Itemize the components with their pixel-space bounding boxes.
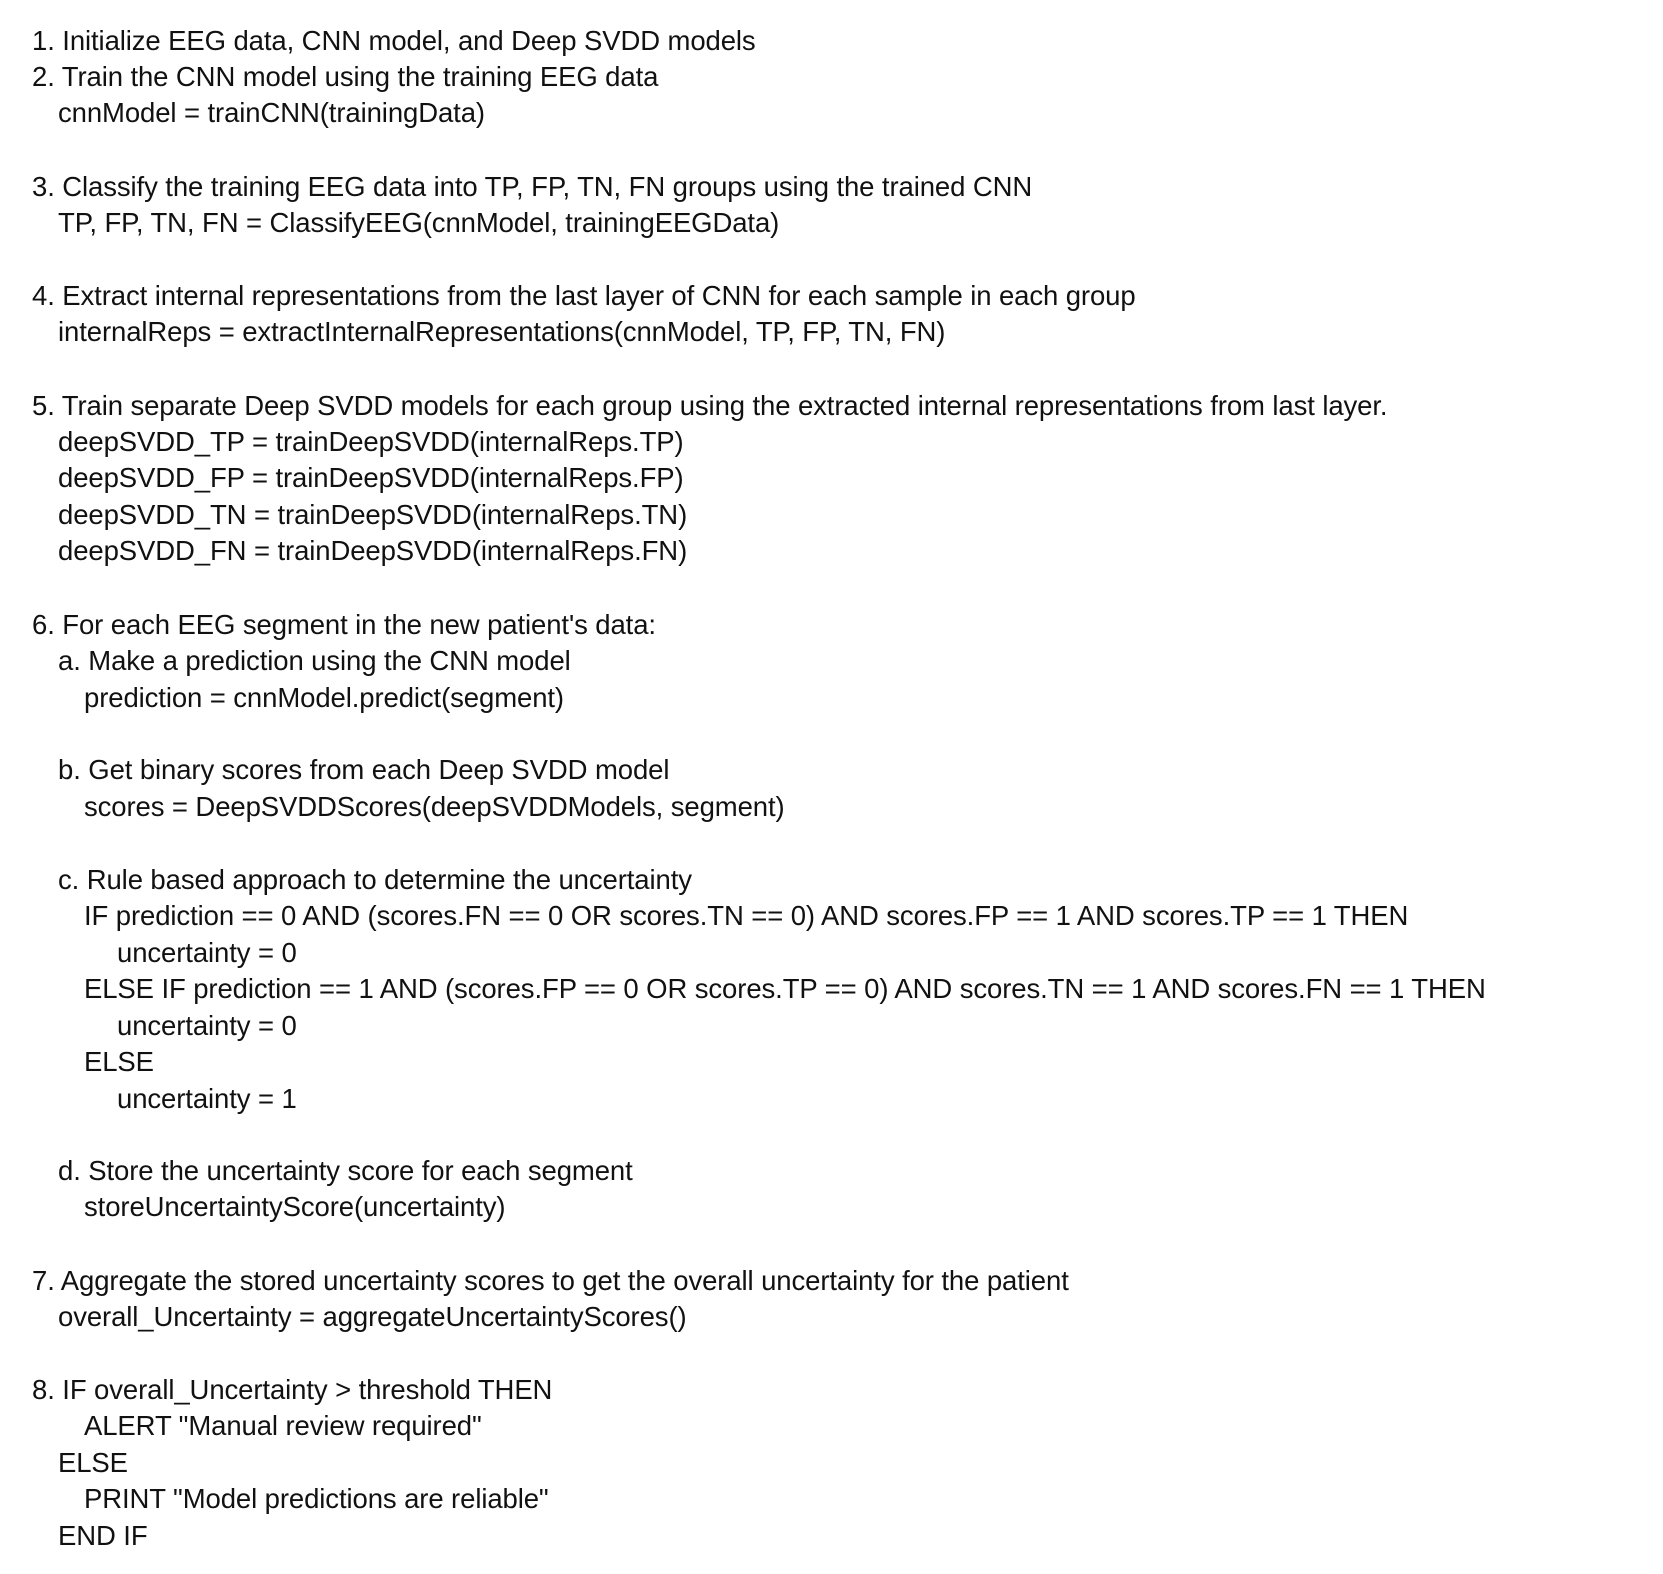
code-line: uncertainty = 0 [117, 1010, 297, 1041]
code-line: deepSVDD_FN = trainDeepSVDD(internalReps.FN) [58, 535, 688, 566]
code-line: internalReps = extractInternalRepresentations(cnnModel, TP, FP, TN, FN) [58, 316, 946, 347]
code-line: uncertainty = 1 [117, 1083, 297, 1114]
step-3-heading: 3. Classify the training EEG data into TP, FP, TN, FN groups using the trained CNN [32, 171, 1033, 202]
substep-b-heading: b. Get binary scores from each Deep SVDD model [58, 754, 670, 785]
code-line: deepSVDD_TP = trainDeepSVDD(internalReps.TP) [58, 426, 684, 457]
code-line: ELSE [58, 1447, 128, 1478]
step-1-heading: 1. Initialize EEG data, CNN model, and Deep SVDD models [32, 25, 756, 56]
code-line: ELSE [84, 1046, 154, 1077]
code-line: cnnModel = trainCNN(trainingData) [58, 97, 485, 128]
code-line: uncertainty = 0 [117, 937, 297, 968]
step-8-heading: 8. IF overall_Uncertainty > threshold THEN [32, 1374, 553, 1405]
code-line: ALERT "Manual review required" [84, 1410, 482, 1441]
code-line: deepSVDD_FP = trainDeepSVDD(internalReps.FP) [58, 462, 684, 493]
substep-d-heading: d. Store the uncertainty score for each segment [58, 1155, 633, 1186]
code-line: overall_Uncertainty = aggregateUncertaintyScores() [58, 1301, 687, 1332]
code-line: PRINT "Model predictions are reliable" [84, 1483, 549, 1514]
code-line: END IF [58, 1520, 148, 1551]
code-line: deepSVDD_TN = trainDeepSVDD(internalReps.TN) [58, 499, 688, 530]
code-line: IF prediction == 0 AND (scores.FN == 0 OR scores.TN == 0) AND scores.FP == 1 AND scores.TP == 1 THEN [84, 900, 1409, 931]
step-6-heading: 6. For each EEG segment in the new patient's data: [32, 609, 656, 640]
code-line: prediction = cnnModel.predict(segment) [84, 682, 564, 713]
code-line: storeUncertaintyScore(uncertainty) [84, 1191, 506, 1222]
step-5-heading: 5. Train separate Deep SVDD models for each group using the extracted internal representations from last layer. [32, 390, 1388, 421]
substep-a-heading: a. Make a prediction using the CNN model [58, 645, 571, 676]
substep-c-heading: c. Rule based approach to determine the uncertainty [58, 864, 692, 895]
step-4-heading: 4. Extract internal representations from the last layer of CNN for each sample in each group [32, 280, 1136, 311]
code-line: ELSE IF prediction == 1 AND (scores.FP == 0 OR scores.TP == 0) AND scores.TN == 1 AND scores.FN == 1 THEN [84, 973, 1486, 1004]
code-line: TP, FP, TN, FN = ClassifyEEG(cnnModel, trainingEEGData) [58, 207, 780, 238]
code-line: scores = DeepSVDDScores(deepSVDDModels, segment) [84, 791, 785, 822]
step-7-heading: 7. Aggregate the stored uncertainty scores to get the overall uncertainty for the patient [32, 1265, 1069, 1296]
step-2-heading: 2. Train the CNN model using the training EEG data [32, 61, 659, 92]
